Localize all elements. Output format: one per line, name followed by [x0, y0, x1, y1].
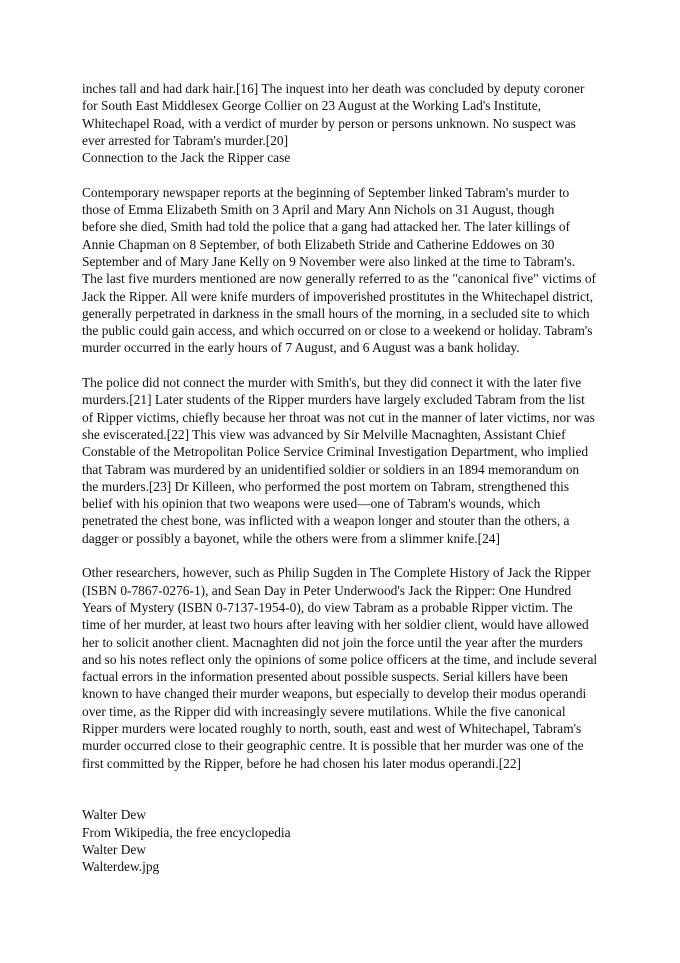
text-line: that Tabram was murdered by an unidentified soldier or soldiers in an 1894 memorandum on [82, 461, 580, 477]
paragraph-police-connection [82, 374, 672, 547]
text-line: murder occurred close to their geographic centre. It is possible that her murder was one of the [82, 738, 584, 754]
text-line: September and of Mary Jane Kelly on 9 November were also linked at the time to Tabram's. [82, 253, 576, 269]
text-line: for South East Middlesex George Collier on 23 August at the Working Lad's Institute, [82, 98, 542, 114]
paragraph-newspaper-reports [82, 184, 672, 357]
text-line: Jack the Ripper. All were knife murders of impoverished prostitutes in the Whitechapel district, [82, 288, 594, 304]
paragraph-spacer [82, 772, 672, 807]
paragraph-other-researchers [82, 564, 672, 772]
text-line: The last five murders mentioned are now generally referred to as the "canonical five" victims of [82, 271, 596, 287]
text-line: Years of Mystery (ISBN 0-7137-1954-0), do view Tabram as a probable Ripper victim. The [82, 599, 573, 615]
text-line: the public could gain access, and which occurred on or close to a weekend or holiday. Tabram's [82, 323, 593, 339]
document-page [82, 80, 672, 876]
paragraph-inquest [82, 80, 672, 149]
text-line: Walter Dew [82, 807, 146, 823]
section-heading [82, 149, 672, 166]
text-line: Annie Chapman on 8 September, of both Elizabeth Stride and Catherine Eddowes on 30 [82, 236, 555, 252]
text-line: the murders.[23] Dr Killeen, who performed the post mortem on Tabram, strengthened this [82, 478, 570, 494]
text-line: first committed by the Ripper, before he had chosen his later modus operandi.[22] [82, 755, 522, 771]
text-line: murders.[21] Later students of the Ripper murders have largely excluded Tabram from the list [82, 392, 585, 408]
text-line: she eviscerated.[22] This view was advanced by Sir Melville Macnaghten, Assistant Chief [82, 426, 566, 442]
text-line: known to have changed their murder weapons, but especially to develop their modus operandi [82, 686, 587, 702]
text-line: and so his notes reflect only the opinions of some police officers at the time, and include several [82, 651, 598, 667]
text-line: ever arrested for Tabram's murder.[20] [82, 132, 289, 148]
text-line: time of her murder, at least two hours after leaving with her soldier client, would have allowed [82, 617, 589, 633]
text-line: Walter Dew [82, 842, 146, 858]
text-line: murder occurred in the early hours of 7 August, and 6 August was a bank holiday. [82, 340, 520, 356]
text-line: Walterdew.jpg [82, 859, 160, 875]
text-line: The police did not connect the murder with Smith's, but they did connect it with the later five [82, 375, 582, 391]
text-line: generally perpetrated in darkness in the small hours of the morning, in a secluded site to which [82, 305, 590, 321]
text-line: Constable of the Metropolitan Police Service Criminal Investigation Department, who implied [82, 444, 589, 460]
text-line: Whitechapel Road, with a verdict of murder by person or persons unknown. No suspect was [82, 115, 576, 131]
text-line: before she died, Smith had told the police that a gang had attacked her. The later killings of [82, 219, 570, 235]
text-line: over time, as the Ripper did with increasingly severe mutilations. While the five canonical [82, 703, 566, 719]
text-line: inches tall and had dark hair.[16] The inquest into her death was concluded by deputy coroner [82, 81, 585, 96]
text-line: From Wikipedia, the free encyclopedia [82, 824, 291, 840]
text-line: Contemporary newspaper reports at the beginning of September linked Tabram's murder to [82, 184, 570, 200]
paragraph-spacer [82, 166, 672, 183]
text-line: of Ripper victims, chiefly because her throat was not cut in the manner of later victims, nor was [82, 409, 595, 425]
paragraph-spacer [82, 357, 672, 374]
text-line: her to solicit another client. Macnaghten did not join the force until the year after the murders [82, 634, 583, 650]
text-line: factual errors in the information presented about possible suspects. Serial killers have been [82, 669, 569, 685]
text-line: Ripper murders were located roughly to north, south, east and west of Whitechapel, Tabram's [82, 720, 582, 736]
text-line: penetrated the chest bone, was inflicted with a weapon longer and stouter than the others, a [82, 513, 570, 529]
text-line: (ISBN 0-7867-0276-1), and Sean Day in Peter Underwood's Jack the Ripper: One Hundred [82, 582, 572, 598]
paragraph-spacer [82, 547, 672, 564]
paragraph-walter-dew [82, 806, 672, 875]
text-line: those of Emma Elizabeth Smith on 3 April and Mary Ann Nichols on 31 August, though [82, 202, 555, 218]
text-line: Other researchers, however, such as Philip Sugden in The Complete History of Jack the Ripper [82, 565, 591, 581]
text-line: belief with his opinion that two weapons were used—one of Tabram's wounds, which [82, 496, 541, 512]
text-line: dagger or possibly a bayonet, while the others were from a slimmer knife.[24] [82, 530, 500, 546]
section-heading-text: Connection to the Jack the Ripper case [82, 150, 291, 166]
